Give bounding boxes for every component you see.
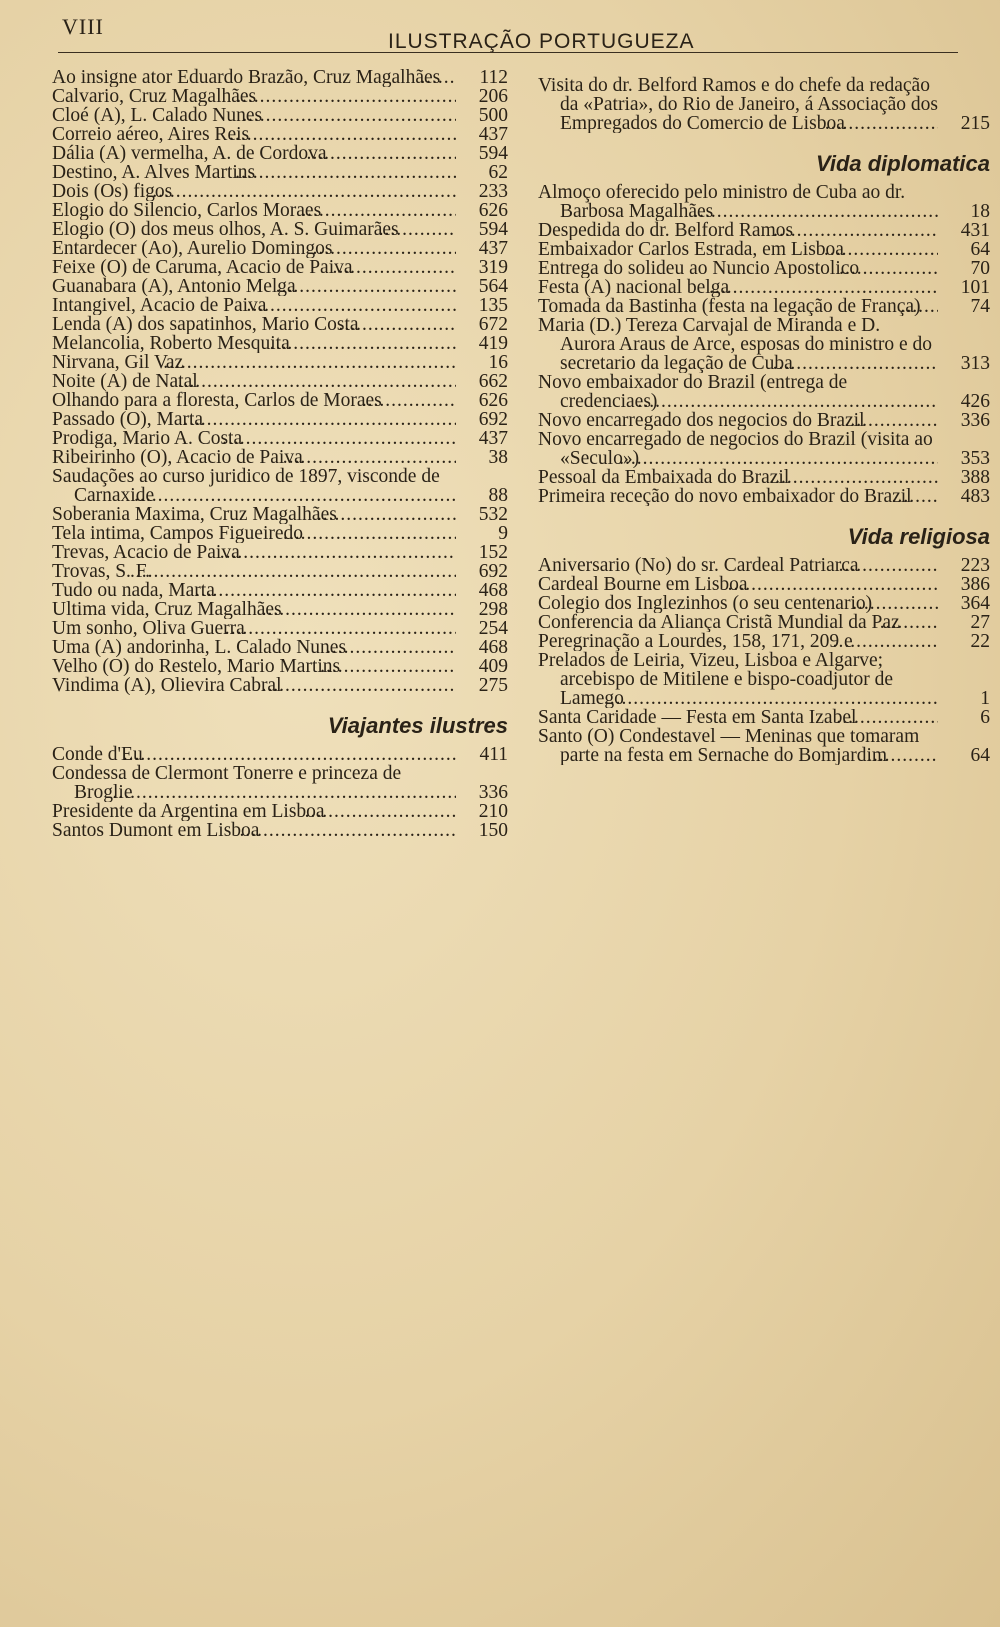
index-entry-title: Festa (A) nacional belga ..... [538, 278, 729, 297]
index-entry-page: 672 [478, 314, 508, 335]
header-rule [58, 52, 958, 53]
page-header [58, 8, 958, 64]
index-entry-title: Almoço oferecido pelo ministro de Cuba ao dr. Barbosa Magalhães ..... [538, 183, 905, 221]
index-entry-page: 16 [488, 352, 508, 373]
index-entry [538, 487, 990, 506]
index-entry-title: Elogio (O) dos meus olhos, A. S. Guimarães ..... [52, 220, 399, 239]
index-entry-title: Feixe (O) de Caruma, Acacio de Paiva ..... [52, 258, 353, 277]
index-entry-title: Santa Caridade — Festa em Santa Izabel ..... [538, 708, 856, 727]
index-entry-text [52, 802, 456, 821]
index-entry-text [538, 487, 938, 506]
index-entry-page: 468 [478, 580, 508, 601]
index-entry-text [52, 201, 456, 220]
index-entry [52, 543, 508, 562]
index-entry [52, 334, 508, 353]
index-entry-page: 364 [960, 593, 990, 614]
index-entry-page: 386 [960, 574, 990, 595]
index-entry-title: Velho (O) do Restelo, Mario Martins ..... [52, 657, 340, 676]
index-entry-page: 626 [478, 390, 508, 411]
index-entry-text [52, 87, 456, 106]
index-entry-text [538, 651, 938, 708]
index-entry [538, 183, 990, 221]
index-entry-page: 336 [960, 410, 990, 431]
index-entry-page: 9 [498, 523, 508, 544]
index-entry [538, 411, 990, 430]
index-entry-title: Primeira receção do novo embaixador do Brazil ..... [538, 487, 912, 506]
index-entry-title: Lenda (A) dos sapatinhos, Mario Costa ..... [52, 315, 359, 334]
index-entry-title: Passado (O), Marta ..... [52, 410, 203, 429]
index-entry-page: 431 [960, 220, 990, 241]
index-entry-title: Intangivel, Acacio de Paiva ..... [52, 296, 266, 315]
index-entry [538, 259, 990, 278]
index-entry-page: 388 [960, 467, 990, 488]
index-entry-text [52, 410, 456, 429]
index-entry-page: 353 [960, 448, 990, 469]
index-entry-page: 74 [970, 296, 990, 317]
index-entry-page: 88 [488, 485, 508, 506]
index-entry-text [52, 182, 456, 201]
index-entry-title: Prelados de Leiria, Vizeu, Lisboa e Algarve; arcebispo de Mitilene e bispo-coadjutor de Lamego ..... [538, 651, 893, 708]
index-entry-text [538, 727, 938, 765]
index-entry-text [538, 183, 938, 221]
index-entry-title: Novo encarregado de negocios do Brazil (visita ao «Seculo») ..... [538, 430, 933, 468]
index-entry-page: 426 [960, 391, 990, 412]
index-entry-page: 215 [960, 113, 990, 134]
index-entry-page: 409 [478, 656, 508, 677]
index-entry-text [52, 334, 456, 353]
index-entry-title: Visita do dr. Belford Ramos e do chefe da redação da «Patria», do Rio de Janeiro, á Associação dos Empregados do Comercio de Lisboa ..... [538, 76, 938, 133]
index-entry-title: Ao insigne ator Eduardo Brazão, Cruz Magalhães ..... [52, 68, 440, 87]
index-entry-page: 419 [478, 333, 508, 354]
index-entry-title: Prodiga, Mario A. Costa ..... [52, 429, 242, 448]
page-number: VIII [62, 14, 104, 39]
left-column [52, 68, 508, 840]
index-entry [52, 657, 508, 676]
index-entry-page: 112 [479, 67, 508, 88]
index-entry-page: 6 [980, 707, 990, 728]
index-entry-text [52, 638, 456, 657]
index-entry-text [52, 505, 456, 524]
index-entry [52, 676, 508, 695]
religiosa-index-list [538, 556, 990, 765]
index-entry-text [52, 163, 456, 182]
index-entry [52, 581, 508, 600]
index-entry-title: Entardecer (Ao), Aurelio Domingos ..... [52, 239, 333, 258]
index-entry-text [52, 296, 456, 315]
index-entry [52, 277, 508, 296]
index-entry-text [52, 315, 456, 334]
index-entry-title: Dois (Os) figos ..... [52, 182, 172, 201]
section-heading-religiosa: Vida religiosa [847, 524, 990, 549]
index-entry-title: Aniversario (No) do sr. Cardeal Patriarca ..... [538, 556, 859, 575]
index-entry-page: 437 [478, 238, 508, 259]
index-entry-page: 210 [478, 801, 508, 822]
index-entry [52, 144, 508, 163]
index-entry-text [52, 106, 456, 125]
index-entry-text [52, 429, 456, 448]
index-entry-text [52, 448, 456, 467]
index-entry-text [538, 297, 938, 316]
index-entry [52, 68, 508, 87]
index-entry-title: Novo encarregado dos negocios do Brazil ..... [538, 411, 865, 430]
index-entry-page: 319 [478, 257, 508, 278]
index-entry [538, 556, 990, 575]
index-entry [52, 600, 508, 619]
right-index-list [538, 76, 990, 133]
index-entry-title: Vindima (A), Olievira Cabral ..... [52, 676, 282, 695]
index-entry [538, 613, 990, 632]
index-entry-page: 64 [970, 745, 990, 766]
index-entry-page: 692 [478, 561, 508, 582]
index-entry-text [538, 278, 938, 297]
index-entry-page: 594 [478, 219, 508, 240]
index-entry-title: Conferencia da Aliança Cristã Mundial da Paz ..... [538, 613, 900, 632]
index-entry [52, 220, 508, 239]
index-entry [538, 468, 990, 487]
index-entry-title: Santo (O) Condestavel — Meninas que tomaram parte na festa em Sernache do Bomjardim ..... [538, 727, 919, 765]
index-entry [52, 410, 508, 429]
index-entry-text [52, 239, 456, 258]
index-entry [538, 316, 990, 373]
index-entry-page: 275 [478, 675, 508, 696]
index-entry-text [538, 613, 938, 632]
index-entry-title: Tudo ou nada, Marta ..... [52, 581, 215, 600]
index-entry-page: 313 [960, 353, 990, 374]
index-entry-title: Peregrinação a Lourdes, 158, 171, 209 e ..... [538, 632, 853, 651]
index-entry [538, 278, 990, 297]
index-entry [52, 315, 508, 334]
index-entry [52, 562, 508, 581]
index-entry-page: 692 [478, 409, 508, 430]
right-column [538, 76, 990, 765]
index-entry-text [52, 372, 456, 391]
index-entry-title: Soberania Maxima, Cruz Magalhães ..... [52, 505, 337, 524]
index-entry-text [538, 468, 938, 487]
index-entry-title: Despedida do dr. Belford Ramos ..... [538, 221, 793, 240]
index-entry-title: Ribeirinho (O), Acacio de Paiva ..... [52, 448, 303, 467]
index-entry-text [538, 316, 938, 373]
index-entry-page: 101 [960, 277, 990, 298]
index-entry-text [538, 221, 938, 240]
index-entry-page: 64 [970, 239, 990, 260]
index-entry-page: 18 [970, 201, 990, 222]
index-entry-title: Guanabara (A), Antonio Melga ..... [52, 277, 296, 296]
index-entry [52, 802, 508, 821]
index-entry-text [52, 391, 456, 410]
index-entry [538, 594, 990, 613]
index-entry-title: Uma (A) andorinha, L. Calado Nunes ..... [52, 638, 346, 657]
index-entry [52, 467, 508, 505]
index-entry-text [52, 353, 456, 372]
index-entry-title: Trevas, Acacio de Paiva ..... [52, 543, 240, 562]
index-entry [538, 240, 990, 259]
index-entry [538, 76, 990, 133]
index-entry-title: Condessa de Clermont Tonerre e princeza de Broglie ..... [52, 764, 401, 802]
index-entry-text [52, 764, 456, 802]
index-entry-text [52, 220, 456, 239]
index-entry-page: 662 [478, 371, 508, 392]
index-entry-text [538, 76, 938, 133]
index-entry-text [538, 594, 938, 613]
index-entry [52, 372, 508, 391]
index-entry [538, 575, 990, 594]
index-entry-text [52, 467, 456, 505]
index-entry-text [52, 125, 456, 144]
index-entry-text [538, 708, 938, 727]
index-entry [52, 239, 508, 258]
index-entry [538, 221, 990, 240]
index-entry-text [538, 632, 938, 651]
index-entry-title: Trovas, S. F. ..... [52, 562, 150, 581]
index-entry-title: Cloé (A), L. Calado Nunes ..... [52, 106, 262, 125]
index-entry-text [52, 657, 456, 676]
index-entry-text [52, 676, 456, 695]
index-entry-page: 468 [478, 637, 508, 658]
index-entry [52, 524, 508, 543]
index-entry-text [538, 240, 938, 259]
index-entry-page: 70 [970, 258, 990, 279]
index-entry [538, 297, 990, 316]
index-entry-page: 62 [488, 162, 508, 183]
index-entry-title: Um sonho, Oliva Guerra ..... [52, 619, 245, 638]
index-entry [52, 745, 508, 764]
index-entry-page: 254 [478, 618, 508, 639]
index-entry-title: Pessoal da Embaixada do Brazil ..... [538, 468, 789, 487]
index-entry-page: 233 [478, 181, 508, 202]
index-entry-title: Saudações ao curso juridico de 1897, visconde de Carnaxide ..... [52, 467, 440, 505]
index-entry [52, 201, 508, 220]
index-entry-title: Destino, A. Alves Martins ..... [52, 163, 255, 182]
index-entry [538, 727, 990, 765]
index-entry-page: 150 [478, 820, 508, 841]
index-entry-text [52, 68, 456, 87]
index-entry-text [52, 543, 456, 562]
index-entry-text [52, 821, 456, 840]
index-entry-text [52, 258, 456, 277]
index-entry-page: 223 [960, 555, 990, 576]
index-entry [52, 821, 508, 840]
index-entry-text [538, 373, 938, 411]
index-entry [52, 448, 508, 467]
index-entry-page: 152 [478, 542, 508, 563]
index-entry [52, 182, 508, 201]
index-entry-text [538, 259, 938, 278]
index-entry-page: 483 [960, 486, 990, 507]
index-entry-text [538, 556, 938, 575]
index-entry-title: Maria (D.) Tereza Carvajal de Miranda e D. Aurora Araus de Arce, esposas do ministro e do secretario da legação de Cuba ..... [538, 316, 932, 373]
index-entry-page: 411 [479, 744, 508, 765]
index-entry-title: Tomada da Bastinha (festa na legação de França) ..... [538, 297, 921, 316]
running-title: ILUSTRAÇÃO PORTUGUEZA [388, 30, 695, 53]
index-entry-page: 206 [478, 86, 508, 107]
index-entry-page: 135 [478, 295, 508, 316]
index-entry-title: Santos Dumont em Lisboa ..... [52, 821, 259, 840]
section-heading-viajantes: Viajantes ilustres [327, 713, 508, 738]
index-entry [538, 708, 990, 727]
index-entry [52, 163, 508, 182]
index-entry [52, 258, 508, 277]
index-entry-title: Entrega do solideu ao Nuncio Apostolico ..... [538, 259, 859, 278]
index-entry [52, 505, 508, 524]
index-entry-text [52, 619, 456, 638]
index-entry-page: 1 [980, 688, 990, 709]
index-entry-title: Ultima vida, Cruz Magalhães ..... [52, 600, 282, 619]
index-entry-title: Elogio do Silencio, Carlos Moraes ..... [52, 201, 321, 220]
index-entry-title: Calvario, Cruz Magalhães ..... [52, 87, 256, 106]
index-entry [52, 353, 508, 372]
index-entry-text [52, 144, 456, 163]
index-entry [538, 632, 990, 651]
index-entry-title: Conde d'Eu ..... [52, 745, 143, 764]
index-entry-page: 38 [488, 447, 508, 468]
index-entry-page: 594 [478, 143, 508, 164]
index-entry-page: 437 [478, 428, 508, 449]
index-entry-page: 336 [478, 782, 508, 803]
viajantes-index-list [52, 745, 508, 840]
index-entry-title: Cardeal Bourne em Lisboa ..... [538, 575, 748, 594]
index-entry-title: Melancolia, Roberto Mesquita ..... [52, 334, 290, 353]
index-entry [52, 391, 508, 410]
index-entry-page: 564 [478, 276, 508, 297]
index-entry-page: 298 [478, 599, 508, 620]
index-entry-text [52, 277, 456, 296]
index-entry-title: Olhando para a floresta, Carlos de Moraes ..... [52, 391, 382, 410]
index-entry [538, 373, 990, 411]
index-entry-text [52, 562, 456, 581]
index-entry-title: Tela intima, Campos Figueiredo ..... [52, 524, 303, 543]
index-entry-title: Novo embaixador do Brazil (entrega de credenciaes) ..... [538, 373, 847, 411]
section-heading-diplomatica: Vida diplomatica [815, 151, 990, 176]
index-entry [52, 429, 508, 448]
index-entry [52, 125, 508, 144]
index-entry-title: Noite (A) de Natal ..... [52, 372, 198, 391]
index-entry-text [52, 581, 456, 600]
index-entry-title: Embaixador Carlos Estrada, em Lisboa ..... [538, 240, 844, 259]
index-entry [52, 764, 508, 802]
index-entry-page: 626 [478, 200, 508, 221]
diplomatica-index-list [538, 183, 990, 506]
index-entry-text [538, 575, 938, 594]
index-entry-text [538, 411, 938, 430]
index-entry [52, 619, 508, 638]
index-entry-title: Presidente da Argentina em Lisboa ..... [52, 802, 325, 821]
index-entry-title: Dália (A) vermelha, A. de Cordova ..... [52, 144, 327, 163]
index-entry-text [538, 430, 938, 468]
index-entry-title: Colegio dos Inglezinhos (o seu centenario) ..... [538, 594, 872, 613]
index-entry-text [52, 524, 456, 543]
index-entry [52, 296, 508, 315]
index-entry-page: 437 [478, 124, 508, 145]
index-entry-page: 532 [478, 504, 508, 525]
index-entry-text [52, 745, 456, 764]
index-entry-page: 22 [970, 631, 990, 652]
left-index-list [52, 68, 508, 695]
index-entry-page: 27 [970, 612, 990, 633]
index-entry [52, 87, 508, 106]
index-entry [538, 430, 990, 468]
index-entry [52, 106, 508, 125]
index-entry-title: Nirvana, Gil Vaz ..... [52, 353, 183, 372]
index-entry-page: 500 [478, 105, 508, 126]
index-entry [52, 638, 508, 657]
index-entry [538, 651, 990, 708]
index-entry-text [52, 600, 456, 619]
index-entry-title: Correio aéreo, Aires Reis ..... [52, 125, 249, 144]
